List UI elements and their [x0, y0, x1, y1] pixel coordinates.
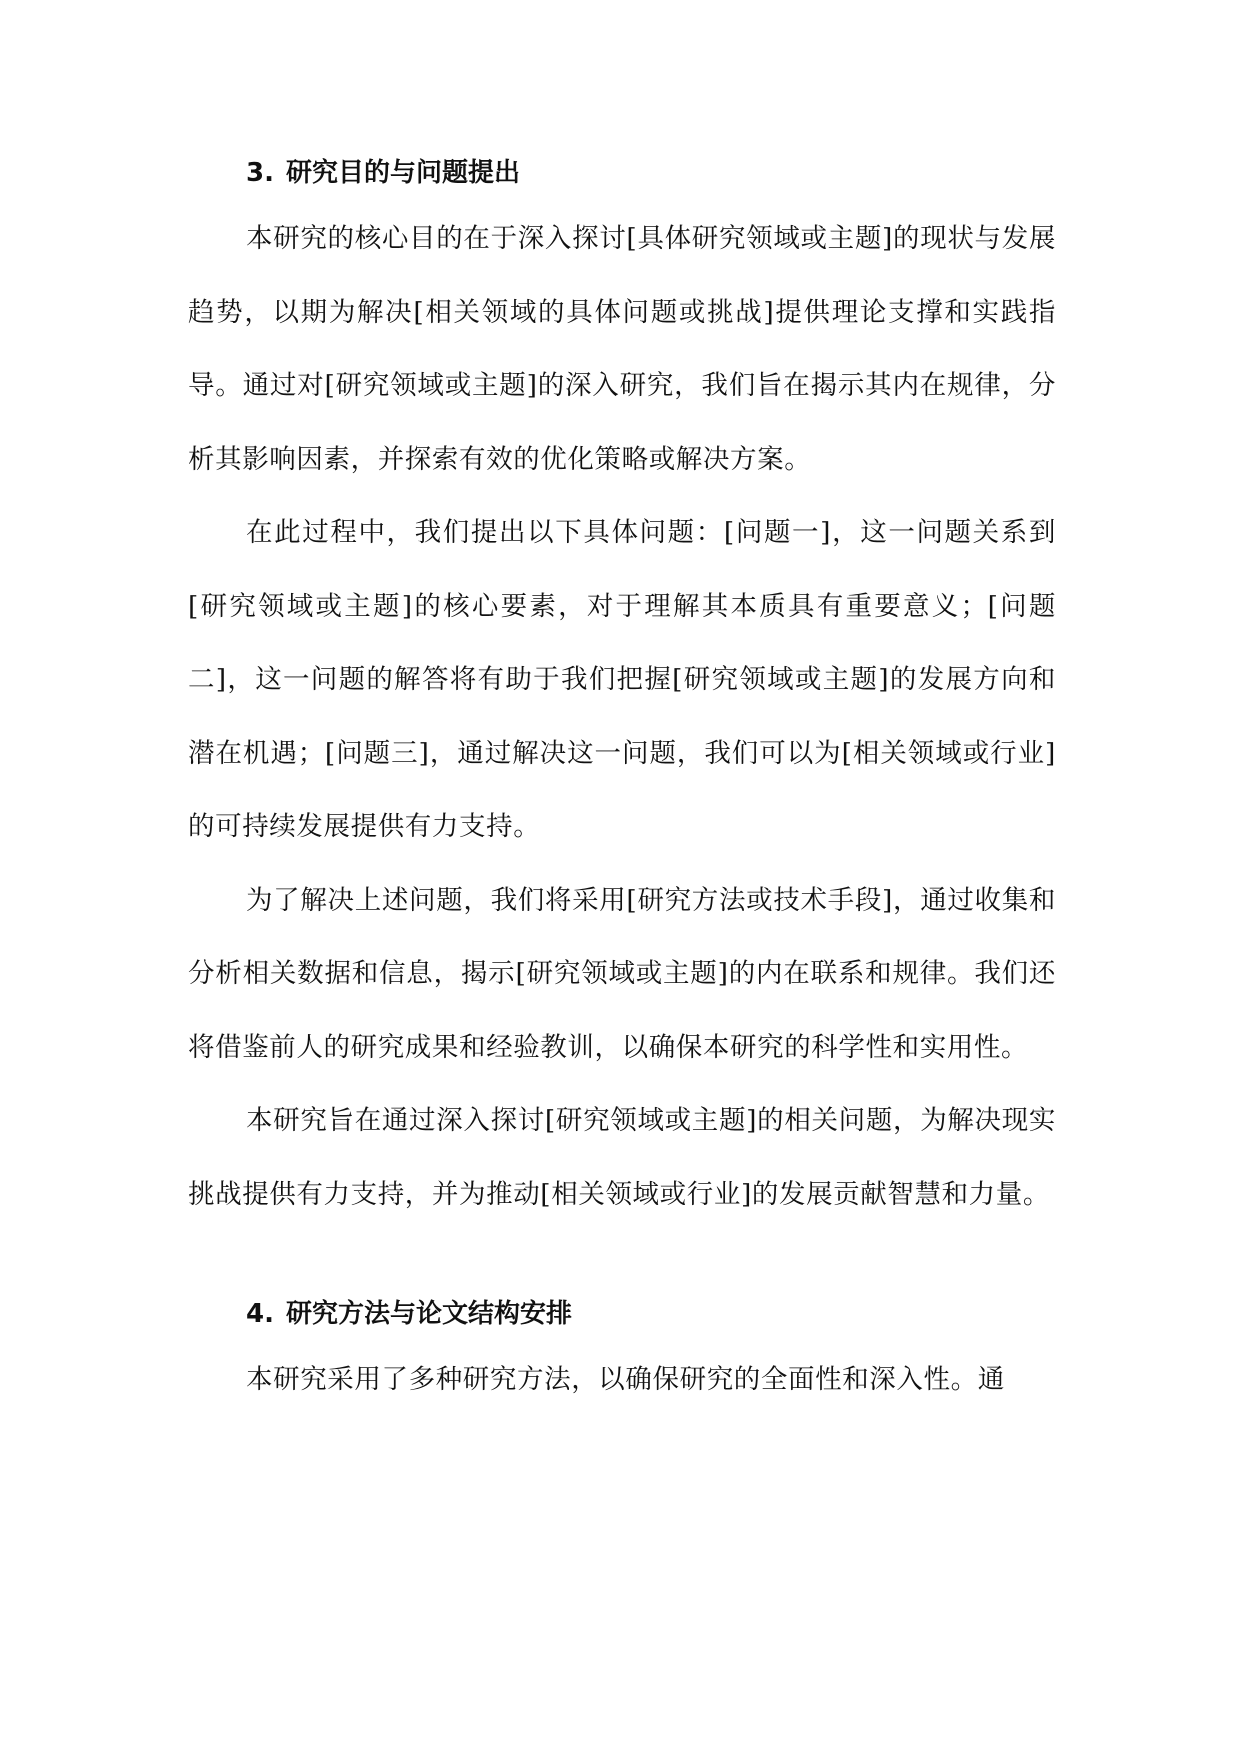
section-3-paragraph-3: 为了解决上述问题，我们将采用[研究方法或技术手段]，通过收集和分析相关数据和信息，揭示[研究领域或主题]的内在联系和规律。我们还将借鉴前人的研究成果和经验教训，以确保本研究的科学性和实用性。 [188, 884, 1056, 1063]
section-3-title: 研究目的与问题提出 [285, 158, 520, 188]
section-3-number: 3. [246, 158, 274, 188]
section-4-number: 4. [246, 1299, 274, 1329]
section-3-paragraph-2: 在此过程中，我们提出以下具体问题：[问题一]，这一问题关系到[研究领域或主题]的核心要素，对于理解其本质具有重要意义；[问题二]，这一问题的解答将有助于我们把握[研究领域或主题]的发展方向和潜在机遇；[问题三]，通过解决这一问题，我们可以为[相关领域或行业]的可持续发展提供有力支持。 [188, 517, 1056, 842]
section-3-heading [188, 148, 1056, 198]
section-4-paragraph-1: 本研究采用了多种研究方法，以确保研究的全面性和深入性。通 [246, 1364, 1005, 1395]
section-3-paragraph-4: 本研究旨在通过深入探讨[研究领域或主题]的相关问题，为解决现实挑战提供有力支持，并为推动[相关领域或行业]的发展贡献智慧和力量。 [188, 1105, 1056, 1210]
section-3-paragraph-1: 本研究的核心目的在于深入探讨[具体研究领域或主题]的现状与发展趋势，以期为解决[相关领域的具体问题或挑战]提供理论支撑和实践指导。通过对[研究领域或主题]的深入研究，我们旨在揭示其内在规律，分析其影响因素，并探索有效的优化策略或解决方案。 [188, 223, 1056, 475]
section-4-heading [188, 1289, 1056, 1339]
section-4-title: 研究方法与论文结构安排 [285, 1299, 572, 1329]
page-content [188, 148, 1056, 1417]
